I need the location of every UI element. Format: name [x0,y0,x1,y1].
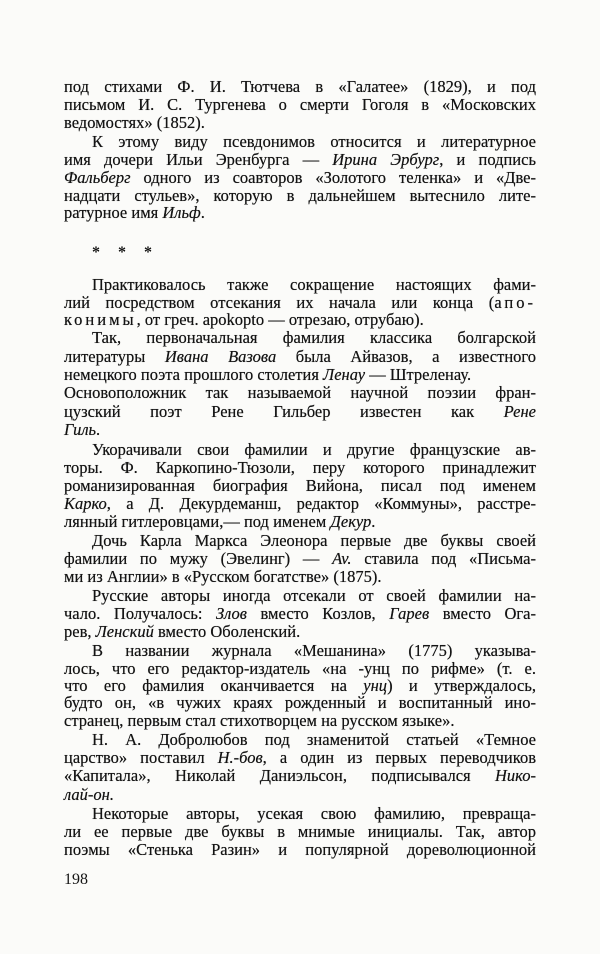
text-segment: ) и утверждалось, [387,676,536,695]
text-segment: вместо Ога- [429,604,536,623]
text-line [64,623,536,641]
text-segment: была Айвазов, а известного [276,347,537,366]
text-line [64,366,536,384]
text-segment: поэмы «Стенька Разин» и популярной дореволюционной [64,840,536,859]
text-segment: ведомостях» (1852). [64,113,205,132]
italic-name: Гарев [389,604,430,623]
text-segment: ли ее первые две буквы в мнимые инициалы. Так, автор [64,822,536,841]
text-segment: чало. Получалось: [64,604,216,623]
text-line [64,459,536,477]
text-segment: Некоторые авторы, усекая свою фамилию, превраща- [92,804,536,823]
text-segment: — Штреленау. [365,365,472,384]
italic-name: Рене [503,402,536,421]
text-segment: романизированная биография Вийона, писал под именем [64,476,536,495]
text-line [64,384,536,402]
text-segment: царство» поставил [64,748,218,767]
text-line [92,731,536,749]
text-segment: странец, первым стал стихотворцем на русском языке». [64,711,455,730]
italic-name: Ленский [95,622,154,641]
text-line [64,78,536,96]
spaced-term: конимы [64,310,137,329]
text-line [92,642,536,660]
text-segment: ратурное имя [64,203,163,222]
text-segment: Так, первоначальная фамилия классика болгарской [92,328,536,347]
text-line [64,204,536,222]
spaced-term: апо- [494,293,536,312]
text-segment: , и подпись [439,150,536,169]
text-line [64,169,536,187]
text-segment: рев, [64,622,96,641]
text-line [64,550,536,568]
text-segment: . [200,203,205,222]
italic-name: лай-он. [64,785,114,804]
text-line [64,568,536,586]
italic-name: Фальберг [64,168,131,187]
text-line [64,421,536,439]
text-line [92,532,536,550]
text-segment: . [371,512,376,531]
text-segment: , а один из первых переводчиков [262,748,536,767]
text-line [92,441,536,459]
text-segment: Укорачивали свои фамилии и другие французские ав- [92,440,536,459]
italic-name: Ильф [162,203,201,222]
text-segment: под стихами Ф. И. Тютчева в «Галатее» (1829), и под [64,77,536,96]
text-line [64,694,536,712]
text-line [64,823,536,841]
text-segment: К этому виду псевдонимов относится и литературное [92,132,536,151]
text-segment: Основоположник так называемой научной поэзии фран- [64,383,536,402]
text-segment: что его фамилия оканчивается на [64,676,364,695]
text-line [64,767,536,785]
italic-name: Злов [215,604,247,623]
section-separator: * * * [92,244,152,261]
text-segment: вместо Козлов, [246,604,390,623]
text-segment: Дочь Карла Маркса Элеонора первые две буквы своей [92,531,536,550]
text-segment: лянный гитлеровцами,— под именем [64,512,331,531]
italic-name: Декур [330,512,372,531]
italic-name: Гиль [64,420,97,439]
text-segment: имя дочери Ильи Эренбурга — [64,150,333,169]
italic-name: Ирина Эрбург [332,150,440,169]
text-line [64,96,536,114]
text-segment: будто он, «в чужих краях рожденный и воспитанный ино- [64,693,536,712]
text-line [64,348,536,366]
text-segment: надцати стульев», которую в дальнейшем вытеснило лите- [64,186,536,205]
text-segment: Н. А. Добролюбов под знаменитой статьей «Темное [92,730,536,749]
italic-name: Ивана Вазова [164,347,277,366]
text-line [64,403,536,421]
text-line [64,151,536,169]
text-segment: лось, что его редактор-издатель «на -унц по рифме» (т. е. [64,659,536,678]
italic-name: Av. [332,549,352,568]
text-segment: цузский поэт Рене Гильбер известен как [64,402,504,421]
text-segment: Русские авторы иногда отсекали от своей фамилии на- [92,586,536,605]
italic-name: Ленау [323,365,366,384]
text-segment: ми из Англии» в «Русском богатстве» (1875). [64,567,382,586]
text-line [92,276,536,294]
text-line [92,329,536,347]
page-number: 198 [64,871,88,888]
text-line [64,841,536,859]
text-segment: одного из соавторов «Золотого теленка» и «Две- [130,168,536,187]
text-line [64,712,536,730]
text-segment: В названии журнала «Мешанина» (1775) указыва- [92,641,536,660]
text-line [92,133,536,151]
text-segment: «Капитала», Николай Даниэльсон, подписывался [64,766,495,785]
text-line [64,605,536,623]
text-line [92,805,536,823]
text-segment: немецкого поэта прошлого столетия [64,365,324,384]
italic-name: Нико- [494,766,536,785]
text-segment: вместо Оболенский. [153,622,301,641]
text-line [64,513,536,531]
text-segment: Практиковалось также сокращение настоящих фами- [92,275,536,294]
text-line [64,114,536,132]
text-segment: письмом И. С. Тургенева о смерти Гоголя в «Московских [64,95,536,114]
italic-name: Карко [64,494,107,513]
text-line [64,786,536,804]
text-segment: , а Д. Декурдеманш, редактор «Коммуны», расстре- [106,494,536,513]
text-line [92,587,536,605]
text-segment: ставила под «Письма- [351,549,536,568]
text-segment: литературы [64,347,165,366]
italic-name: унц [363,676,388,695]
text-segment: , от греч. apokopto — отрезаю, отрубаю). [136,310,424,329]
text-segment: фамилии по мужу (Эвелинг) — [64,549,333,568]
text-line [64,311,536,329]
text-line [64,477,536,495]
text-line [64,495,536,513]
text-segment: . [96,420,101,439]
text-segment: торы. Ф. Каркопино-Тюзоли, перу которого принадлежит [64,458,536,477]
text-segment: лий посредством отсекания их начала или конца ( [64,293,495,312]
italic-name: Н.-бов [217,748,263,767]
text-line [64,749,536,767]
